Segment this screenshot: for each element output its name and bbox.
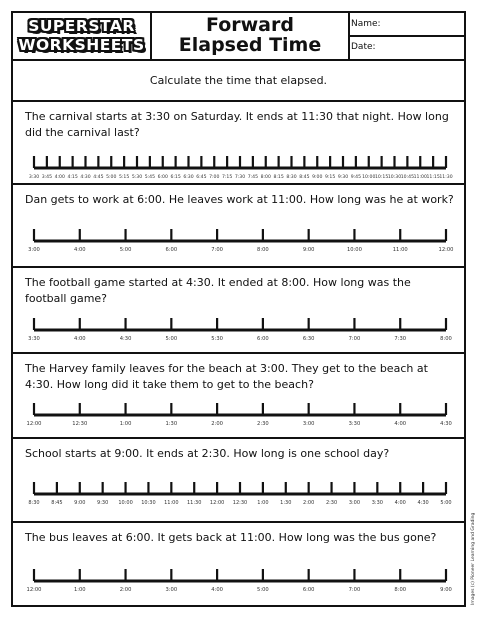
tick-label: 3:00 bbox=[28, 247, 40, 253]
tick-label: 5:45 bbox=[144, 175, 156, 180]
name-date-fields bbox=[348, 13, 464, 59]
question-text: The carnival starts at 3:30 on Saturday. It ends at 11:30 that night. How long did the carnival last? bbox=[25, 110, 449, 139]
number-line bbox=[13, 523, 464, 607]
tick-label: 12:30 bbox=[72, 421, 88, 427]
tick-label: 12:30 bbox=[232, 500, 248, 506]
tick-label: 6:30 bbox=[183, 175, 194, 180]
tick-label: 7:00 bbox=[348, 587, 361, 593]
tick-label: 7:00 bbox=[211, 247, 223, 253]
tick-label: 3:30 bbox=[371, 500, 383, 506]
tick-label: 5:00 bbox=[165, 336, 178, 342]
tick-label: 6:15 bbox=[170, 175, 181, 180]
logo-line-2: WORKSHEETS bbox=[18, 36, 145, 54]
tick-label: 11:30 bbox=[439, 175, 453, 180]
tick-label: 5:30 bbox=[131, 175, 143, 180]
tick-label: 7:30 bbox=[234, 175, 246, 180]
tick-label: 8:00 bbox=[260, 175, 271, 180]
tick-label: 7:00 bbox=[348, 336, 361, 342]
tick-label: 7:15 bbox=[221, 175, 233, 180]
question-text: The bus leaves at 6:00. It gets back at 11:00. How long was the bus gone? bbox=[25, 531, 437, 544]
tick-label: 4:30 bbox=[440, 421, 452, 427]
tick-label: 3:30 bbox=[28, 175, 40, 180]
question-3 bbox=[13, 268, 464, 354]
tick-label: 11:00 bbox=[164, 500, 179, 506]
tick-label: 4:30 bbox=[119, 336, 132, 342]
question-text: The football game started at 4:30. It ended at 8:00. How long was the football game? bbox=[25, 276, 411, 305]
tick-label: 9:00 bbox=[440, 587, 452, 593]
tick-label: 10:15 bbox=[375, 175, 389, 180]
title-box bbox=[150, 13, 350, 59]
tick-label: 1:00 bbox=[119, 421, 132, 427]
tick-label: 8:45 bbox=[51, 500, 63, 506]
tick-label: 12:00 bbox=[209, 500, 225, 506]
tick-label: 9:45 bbox=[350, 175, 362, 180]
tick-label: 2:00 bbox=[303, 500, 315, 506]
tick-label: 5:00 bbox=[257, 587, 269, 593]
question-1 bbox=[13, 102, 464, 185]
tick-label: 5:00 bbox=[440, 500, 452, 506]
tick-label: 4:00 bbox=[73, 247, 86, 253]
credit-text: Images (c) Pioneer Learning and Grading bbox=[471, 512, 476, 605]
tick-label: 9:30 bbox=[337, 175, 349, 180]
tick-label: 1:00 bbox=[73, 587, 86, 593]
tick-label: 6:00 bbox=[302, 587, 315, 593]
tick-label: 2:00 bbox=[211, 421, 223, 427]
tick-label: 9:00 bbox=[74, 500, 86, 506]
tick-label: 9:30 bbox=[97, 500, 109, 506]
tick-label: 4:15 bbox=[67, 175, 78, 180]
tick-label: 3:30 bbox=[348, 421, 361, 427]
tick-label: 10:00 bbox=[346, 247, 362, 253]
tick-label: 4:30 bbox=[417, 500, 429, 506]
tick-label: 8:45 bbox=[299, 175, 310, 180]
question-text: The Harvey family leaves for the beach at 3:00. They get to the beach at 4:30. How long did it take them to get to the beach? bbox=[25, 362, 428, 391]
tick-label: 11:00 bbox=[392, 247, 408, 253]
tick-label: 12:00 bbox=[438, 247, 454, 253]
number-line bbox=[13, 185, 464, 268]
tick-label: 1:30 bbox=[165, 421, 178, 427]
tick-label: 3:00 bbox=[348, 500, 361, 506]
tick-label: 8:00 bbox=[440, 336, 452, 342]
tick-label: 6:30 bbox=[302, 336, 315, 342]
tick-label: 12:00 bbox=[26, 421, 42, 427]
question-text: Dan gets to work at 6:00. He leaves work at 11:00. How long was he at work? bbox=[25, 193, 454, 206]
tick-label: 3:00 bbox=[165, 587, 178, 593]
tick-label: 8:30 bbox=[28, 500, 40, 506]
tick-label: 3:00 bbox=[302, 421, 315, 427]
tick-label: 6:00 bbox=[257, 336, 269, 342]
date-field[interactable] bbox=[348, 36, 464, 58]
tick-label: 6:00 bbox=[165, 247, 178, 253]
tick-label: 10:30 bbox=[141, 500, 156, 506]
tick-label: 5:00 bbox=[106, 175, 117, 180]
tick-label: 2:30 bbox=[257, 421, 269, 427]
tick-label: 5:00 bbox=[119, 247, 132, 253]
name-label: Name: bbox=[351, 19, 381, 29]
tick-label: 3:45 bbox=[41, 175, 53, 180]
tick-label: 4:00 bbox=[394, 500, 406, 506]
tick-label: 4:00 bbox=[211, 587, 223, 593]
tick-label: 8:00 bbox=[394, 587, 407, 593]
tick-label: 12:00 bbox=[26, 587, 42, 593]
tick-label: 4:45 bbox=[93, 175, 104, 180]
tick-label: 8:15 bbox=[273, 175, 284, 180]
header bbox=[13, 13, 464, 61]
tick-label: 4:00 bbox=[54, 175, 65, 180]
worksheet bbox=[11, 11, 466, 607]
tick-label: 4:00 bbox=[73, 336, 86, 342]
tick-label: 4:30 bbox=[80, 175, 91, 180]
tick-label: 6:00 bbox=[157, 175, 168, 180]
number-line bbox=[13, 439, 464, 523]
tick-label: 9:00 bbox=[302, 247, 315, 253]
tick-label: 11:30 bbox=[187, 500, 202, 506]
question-4 bbox=[13, 354, 464, 439]
tick-label: 10:00 bbox=[362, 175, 376, 180]
tick-label: 5:30 bbox=[211, 336, 223, 342]
tick-label: 2:00 bbox=[119, 587, 132, 593]
tick-label: 1:30 bbox=[280, 500, 292, 506]
tick-label: 2:30 bbox=[325, 500, 338, 506]
tick-label: 9:15 bbox=[324, 175, 336, 180]
tick-label: 11:00 bbox=[413, 175, 427, 180]
tick-label: 10:30 bbox=[387, 175, 402, 180]
tick-label: 10:00 bbox=[118, 500, 133, 506]
page-title-line-1: Forward bbox=[206, 14, 294, 36]
tick-label: 6:45 bbox=[196, 175, 207, 180]
tick-label: 9:00 bbox=[312, 175, 323, 180]
logo-line-1: SUPERSTAR bbox=[28, 17, 135, 35]
tick-label: 1:00 bbox=[257, 500, 269, 506]
tick-label: 8:30 bbox=[286, 175, 297, 180]
question-6 bbox=[13, 523, 464, 607]
tick-label: 11:15 bbox=[426, 175, 440, 180]
tick-label: 5:15 bbox=[118, 175, 130, 180]
number-line bbox=[13, 268, 464, 354]
number-line bbox=[13, 102, 464, 185]
tick-label: 8:00 bbox=[257, 247, 269, 253]
tick-label: 7:30 bbox=[394, 336, 407, 342]
tick-label: 7:00 bbox=[209, 175, 220, 180]
question-text: School starts at 9:00. It ends at 2:30. How long is one school day? bbox=[25, 447, 390, 460]
page-title-line-2: Elapsed Time bbox=[178, 34, 322, 56]
tick-label: 3:30 bbox=[28, 336, 40, 342]
tick-label: 7:45 bbox=[247, 175, 259, 180]
instructions: Calculate the time that elapsed. bbox=[13, 61, 464, 102]
name-field[interactable] bbox=[348, 13, 464, 37]
question-5 bbox=[13, 439, 464, 523]
number-line bbox=[13, 354, 464, 439]
date-label: Date: bbox=[351, 42, 376, 52]
question-2 bbox=[13, 185, 464, 268]
tick-label: 10:45 bbox=[400, 175, 414, 180]
logo bbox=[17, 17, 146, 55]
tick-label: 4:00 bbox=[394, 421, 407, 427]
